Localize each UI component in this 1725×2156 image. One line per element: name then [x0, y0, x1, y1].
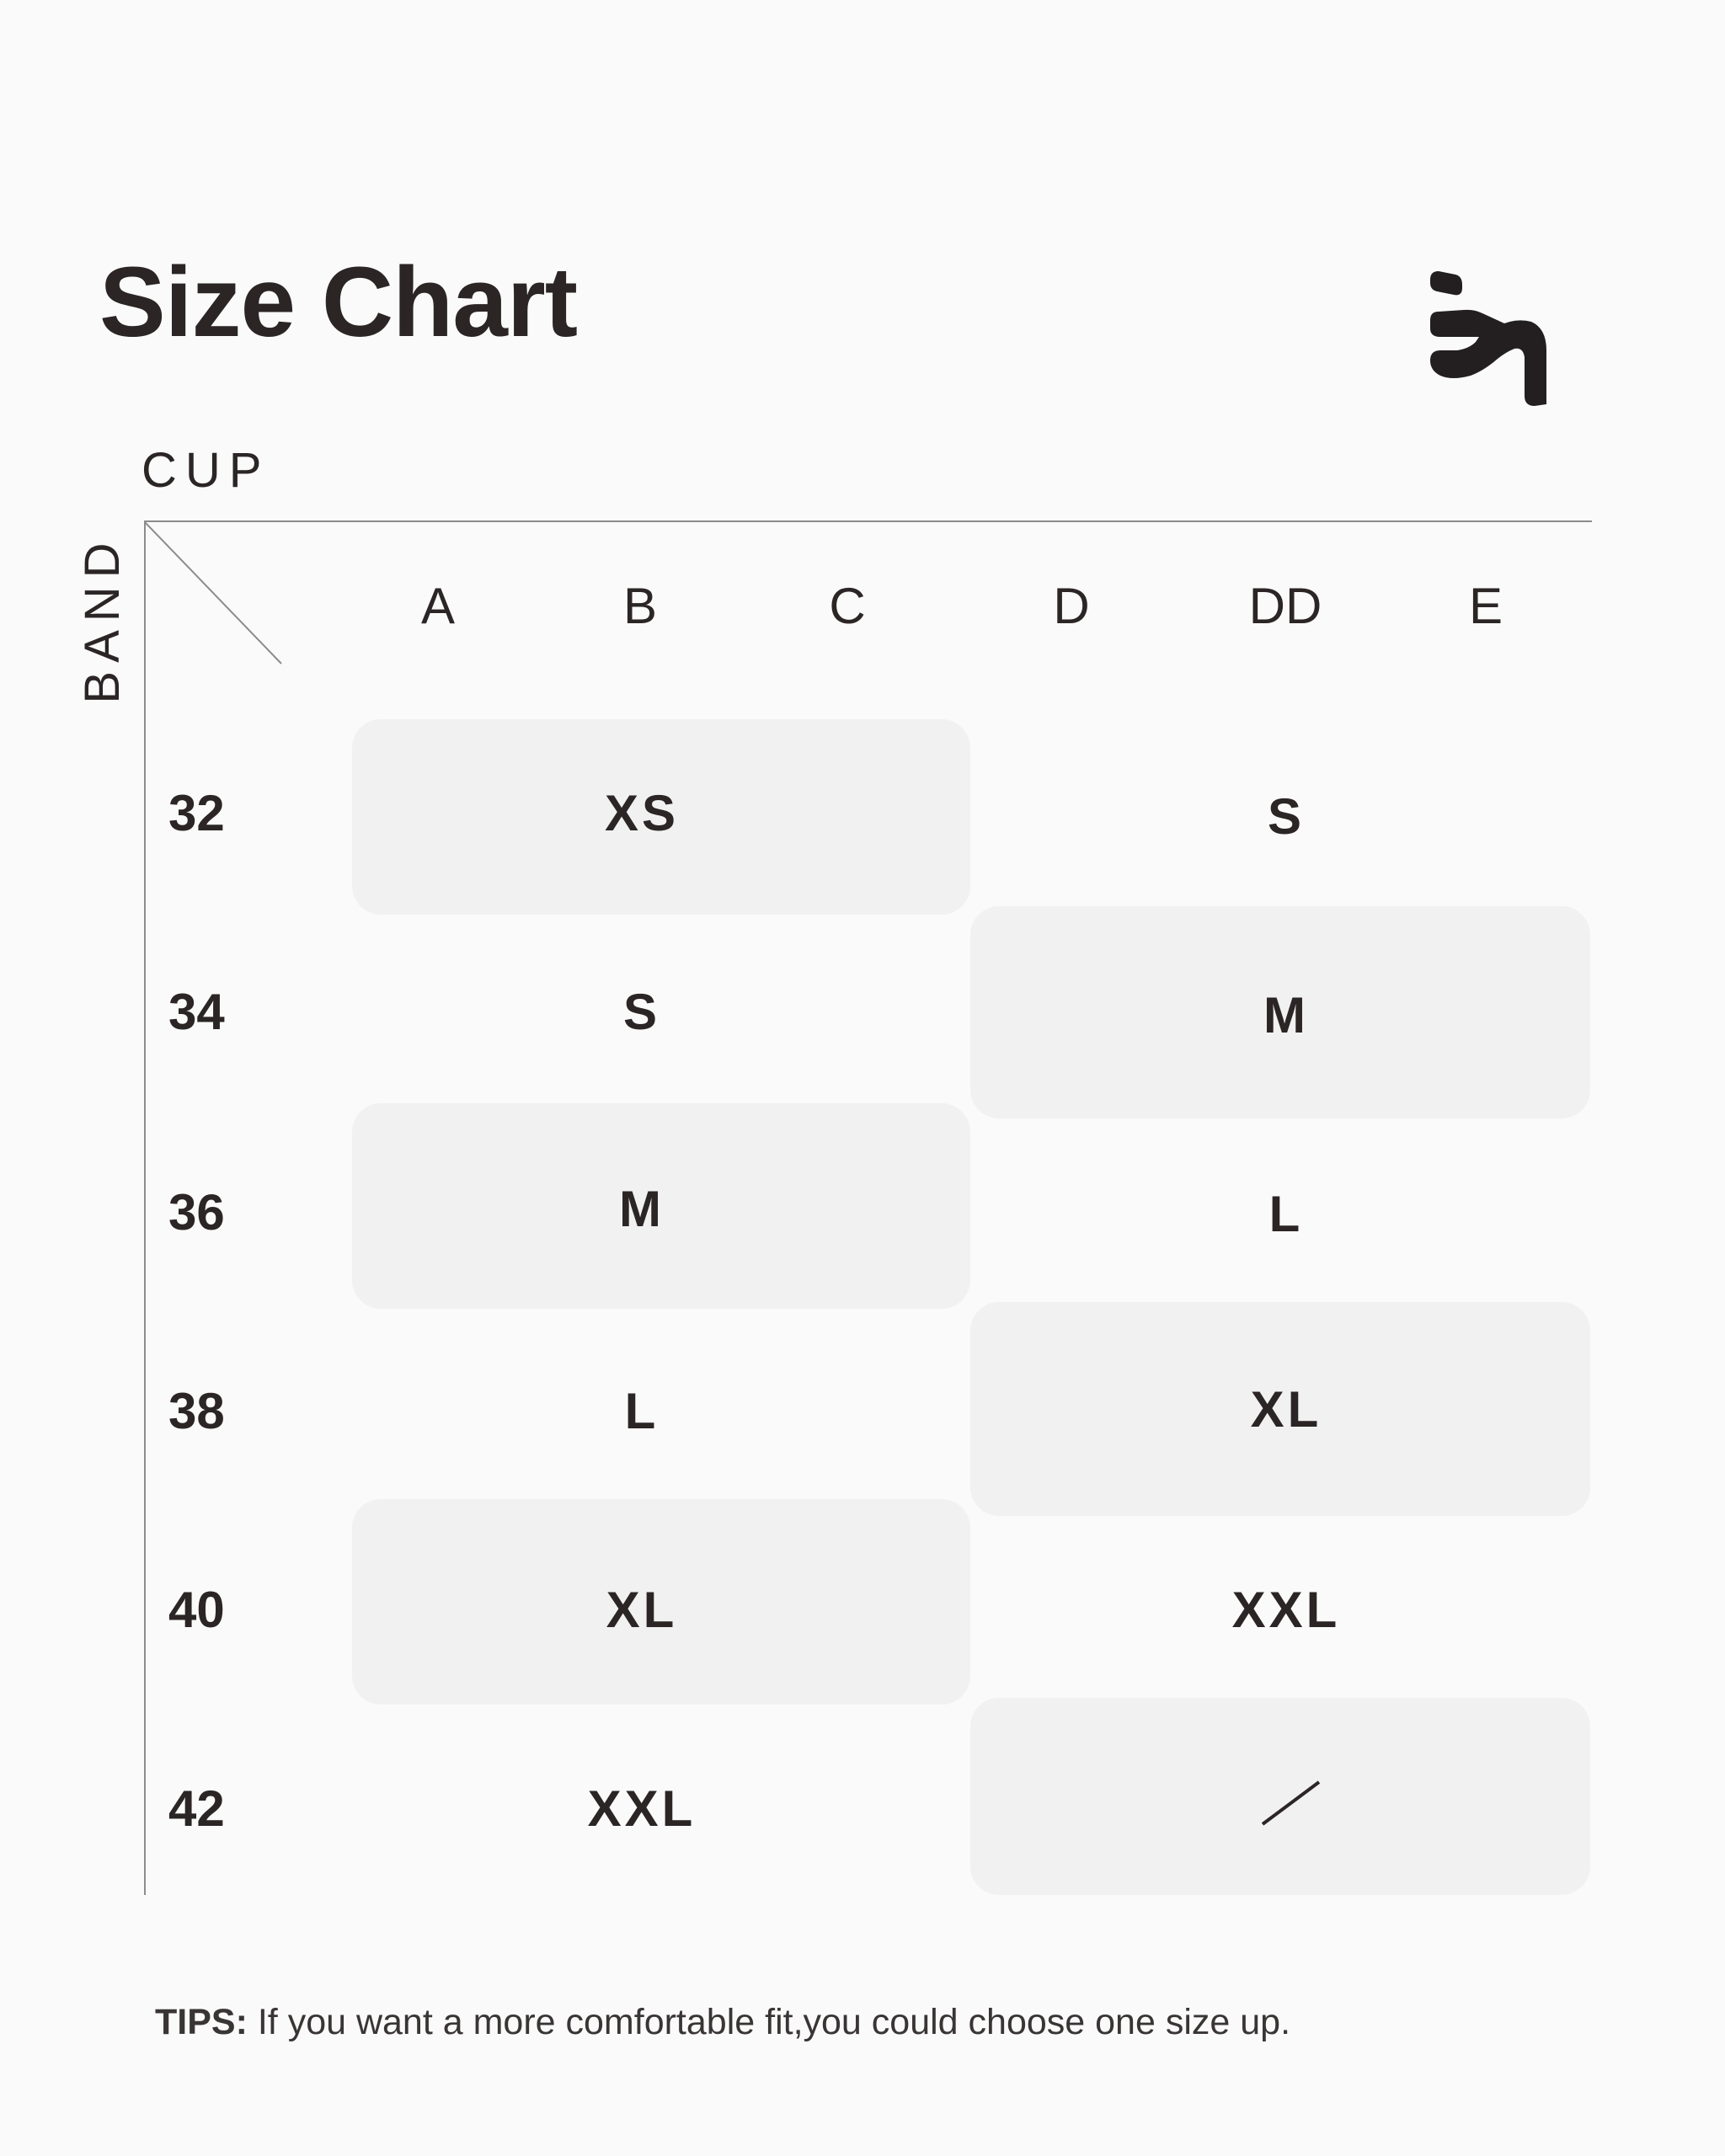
size-38-d-e: XL	[1250, 1381, 1322, 1438]
cup-header-a: A	[420, 578, 456, 634]
band-label-42: 42	[168, 1780, 225, 1837]
tips-note	[155, 2004, 1290, 2041]
band-label-38: 38	[168, 1383, 225, 1439]
size-32-abc: XS	[604, 785, 680, 841]
left-rule	[144, 520, 146, 1895]
size-40-d-e: XXL	[1231, 1582, 1341, 1638]
size-32-d-e: S	[1267, 788, 1306, 845]
band-label-34: 34	[168, 984, 225, 1040]
band-label-32: 32	[168, 785, 225, 841]
page-title: Size Chart	[99, 247, 578, 358]
corner-diagonal	[145, 522, 286, 665]
size-36-abc: M	[619, 1181, 665, 1237]
brand-logo-icon	[1423, 270, 1550, 408]
band-label-36: 36	[168, 1184, 225, 1241]
cup-axis-label: CUP	[142, 443, 270, 498]
band-axis-label: BAND	[75, 534, 130, 704]
cup-header-c: C	[829, 578, 866, 634]
size-36-d-e: L	[1268, 1186, 1304, 1242]
tips-label: TIPS:	[155, 2002, 248, 2042]
top-rule	[145, 520, 1592, 522]
slash-icon	[1259, 1779, 1322, 1829]
size-34-d-e: M	[1263, 987, 1309, 1043]
tips-text: If you want a more comfortable fit,you could choose one size up.	[247, 2002, 1291, 2042]
cup-header-e: E	[1468, 578, 1503, 634]
cup-header-b: B	[622, 578, 658, 634]
band-label-40: 40	[168, 1582, 225, 1638]
size-34-abc: S	[622, 984, 661, 1040]
cup-header-d: D	[1053, 578, 1090, 634]
size-40-abc: XL	[606, 1582, 678, 1638]
size-42-abc: XXL	[587, 1780, 697, 1837]
cup-header-dd: DD	[1248, 578, 1322, 634]
size-38-abc: L	[624, 1383, 660, 1439]
